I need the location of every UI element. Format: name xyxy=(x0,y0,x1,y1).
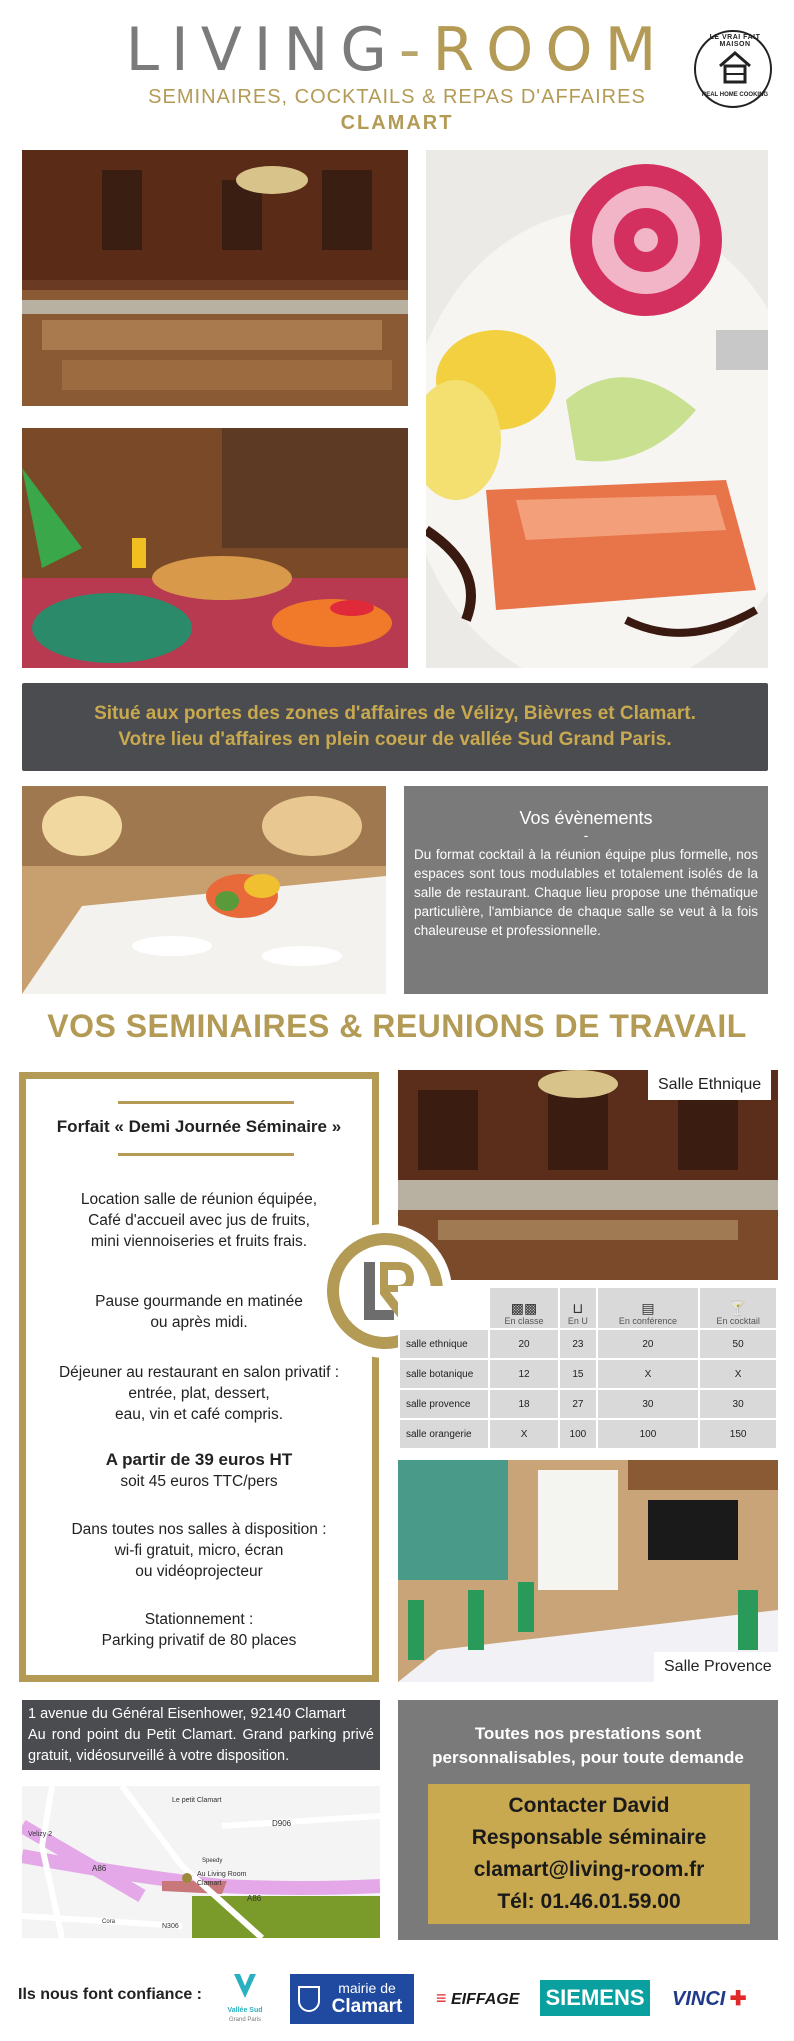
forfait-block-lunch xyxy=(26,1362,372,1425)
stamp-bottom-text: REAL HOME COOKING xyxy=(701,92,769,98)
forfait-top-rule xyxy=(118,1101,294,1104)
contact-panel xyxy=(398,1700,778,1940)
cell: 30 xyxy=(597,1389,700,1419)
map-label-cora: Cora xyxy=(102,1919,116,1925)
home-cooking-stamp xyxy=(694,30,772,108)
brand-dash: - xyxy=(398,15,433,85)
address-line1: 1 avenue du Général Eisenhower, 92140 Clamart xyxy=(28,1706,346,1722)
label-salle-ethnique: Salle Ethnique xyxy=(648,1070,771,1100)
forfait-line: eau, vin et café compris. xyxy=(115,1406,283,1423)
cell: 20 xyxy=(489,1329,559,1359)
contact-intro-line1: Toutes nos prestations sont xyxy=(474,1724,702,1743)
forfait-bottom-rule xyxy=(118,1153,294,1156)
clamart-text: Clamart xyxy=(331,1996,403,2017)
contact-intro xyxy=(398,1722,778,1770)
map-label-speedy: Speedy xyxy=(202,1858,223,1864)
cell: 50 xyxy=(699,1329,777,1359)
cell: X xyxy=(489,1419,559,1449)
vallee-sud-text: Vallée Sud xyxy=(227,2007,263,2014)
forfait-line: Café d'accueil avec jus de fruits, xyxy=(88,1212,310,1229)
table-row xyxy=(399,1419,777,1449)
forfait-line: ou après midi. xyxy=(150,1314,248,1331)
table-row xyxy=(399,1389,777,1419)
classroom-icon: ▩▩ xyxy=(510,1300,538,1316)
forfait-line: Location salle de réunion équipée, xyxy=(80,1191,318,1208)
photo-salmon-dish xyxy=(426,150,768,668)
row-label: salle botanique xyxy=(399,1359,489,1389)
vallee-sud-sub: Grand Paris xyxy=(228,2017,262,2023)
forfait-line: ou vidéoprojecteur xyxy=(135,1563,263,1580)
cell: 100 xyxy=(559,1419,597,1449)
logo-vallee-sud xyxy=(222,1972,268,2026)
map-label-petit-clamart: Le petit Clamart xyxy=(172,1797,222,1804)
contact-intro-line2: personnalisables, pour toute demande xyxy=(432,1748,744,1767)
brand-part1: LIVING xyxy=(125,15,399,85)
section-title: VOS SEMINAIRES & REUNIONS DE TRAVAIL xyxy=(47,1008,747,1044)
cell: 20 xyxy=(597,1329,700,1359)
forfait-title: Forfait « Demi Journée Séminaire » xyxy=(56,1117,342,1136)
photo-salle-provence xyxy=(398,1460,778,1682)
header-en-u xyxy=(559,1287,597,1329)
header-label: En U xyxy=(567,1316,588,1326)
events-dash: - xyxy=(583,827,589,843)
contact-details xyxy=(428,1784,750,1924)
row-label: salle ethnique xyxy=(399,1329,489,1359)
row-label: salle provence xyxy=(399,1389,489,1419)
forfait-line: Déjeuner au restaurant en salon privatif : xyxy=(58,1364,340,1381)
capacity-table xyxy=(398,1286,778,1448)
map-label-d906: D906 xyxy=(272,1819,292,1828)
location-banner xyxy=(22,683,768,771)
cell: 15 xyxy=(559,1359,597,1389)
conference-icon: ▤ xyxy=(641,1300,655,1316)
forfait-line: entrée, plat, dessert, xyxy=(128,1385,270,1402)
eiffage-mark-icon: ≡ xyxy=(436,1988,447,2008)
address-panel xyxy=(22,1700,380,1770)
address-line2: Au rond point du Petit Clamart. Grand parking privé gratuit, vidéosurveillé à votre disposition. xyxy=(28,1727,374,1764)
forfait-line: Parking privatif de 80 places xyxy=(101,1632,297,1649)
forfait-box xyxy=(19,1072,379,1682)
contact-phone[interactable]: Tél: 01.46.01.59.00 xyxy=(497,1890,681,1913)
header-en-cocktail xyxy=(699,1287,777,1329)
logo-siemens: SIEMENS xyxy=(540,1980,650,2016)
map-label-living-room: Au Living Room xyxy=(197,1871,247,1878)
eiffage-text: EIFFAGE xyxy=(450,1991,520,2008)
logo-mairie-clamart xyxy=(290,1974,414,2024)
row-label: salle orangerie xyxy=(399,1419,489,1449)
house-icon xyxy=(718,50,752,86)
vinci-text: VINCI xyxy=(672,1988,726,2010)
mairie-text: mairie de xyxy=(338,1980,396,1996)
map-label-velizy: Velizy 2 xyxy=(28,1831,53,1838)
header-en-conference xyxy=(597,1287,700,1329)
forfait-line: Dans toutes nos salles à disposition : xyxy=(71,1521,327,1538)
forfait-line: mini viennoiseries et fruits frais. xyxy=(90,1233,308,1250)
forfait-line: wi-fi gratuit, micro, écran xyxy=(114,1542,284,1559)
forfait-price xyxy=(26,1449,372,1492)
header-en-classe xyxy=(489,1287,559,1329)
vinci-cross-icon: ✚ xyxy=(729,1988,747,2010)
price-bold: A partir de 39 euros HT xyxy=(105,1450,293,1469)
table-row xyxy=(399,1359,777,1389)
contact-email[interactable]: clamart@living-room.fr xyxy=(473,1858,705,1881)
cell: 18 xyxy=(489,1389,559,1419)
stamp-top-text: LE VRAI FAIT MAISON xyxy=(709,34,761,48)
map-label-a86-left: A86 xyxy=(92,1864,107,1873)
forfait-line: Pause gourmande en matinée xyxy=(95,1293,303,1310)
logo-eiffage xyxy=(436,1988,519,2012)
u-shape-icon: ⊔ xyxy=(572,1300,584,1316)
cell: X xyxy=(597,1359,700,1389)
contact-role: Responsable séminaire xyxy=(471,1826,707,1849)
map-label-n306: N306 xyxy=(162,1923,179,1930)
cell: 30 xyxy=(699,1389,777,1419)
map-label-a86-right: A86 xyxy=(247,1894,262,1903)
banner-line2: Votre lieu d'affaires en plein coeur de vallée Sud Grand Paris. xyxy=(118,729,672,750)
price-sub: soit 45 euros TTC/pers xyxy=(120,1473,278,1490)
brand-logo xyxy=(0,15,794,85)
cell: X xyxy=(699,1359,777,1389)
cell: 150 xyxy=(699,1419,777,1449)
logo-vinci xyxy=(672,1986,747,2012)
photo-banquet-table xyxy=(22,786,386,994)
brand-part2: ROOM xyxy=(432,15,669,85)
banner-line1: Situé aux portes des zones d'affaires de Vélizy, Bièvres et Clamart. xyxy=(94,703,696,724)
cocktail-glass-icon: 🍸 xyxy=(729,1300,747,1316)
photo-breakfast-buffet xyxy=(22,428,408,668)
location-map xyxy=(22,1786,380,1938)
header-label: En cocktail xyxy=(716,1316,760,1326)
contact-name: Contacter David xyxy=(508,1794,670,1817)
events-title: Vos évènements xyxy=(519,808,653,828)
forfait-block-equipment xyxy=(26,1519,372,1582)
tagline: SEMINAIRES, COCKTAILS & REPAS D'AFFAIRES xyxy=(148,86,646,108)
cell: 23 xyxy=(559,1329,597,1359)
header-label: En conférence xyxy=(618,1316,677,1326)
cell: 100 xyxy=(597,1419,700,1449)
events-panel xyxy=(404,786,768,994)
city-name: CLAMART xyxy=(340,112,454,134)
map-label-clamart: Clamart xyxy=(197,1880,222,1887)
cell: 12 xyxy=(489,1359,559,1389)
capacity-corner xyxy=(399,1287,489,1329)
partners-label: Ils nous font confiance : xyxy=(18,1986,203,2003)
forfait-line: Stationnement : xyxy=(144,1611,254,1628)
photo-dining-room xyxy=(22,150,408,406)
label-salle-provence: Salle Provence xyxy=(654,1652,782,1682)
table-row xyxy=(399,1329,777,1359)
capacity-header-row xyxy=(399,1287,777,1329)
events-body: Du format cocktail à la réunion équipe plus formelle, nos espaces sont tous modulables et totalement isolés de la salle de restaurant. Chaque lieu propose une thématique particulière, l'ambiance de chaque salle se veut à la fois chaleureuse et professionnelle. xyxy=(414,847,758,938)
photo-salle-ethnique xyxy=(398,1070,778,1280)
header-label: En classe xyxy=(504,1316,544,1326)
cell: 27 xyxy=(559,1389,597,1419)
shield-icon xyxy=(298,1986,320,2012)
forfait-block-parking xyxy=(26,1609,372,1651)
